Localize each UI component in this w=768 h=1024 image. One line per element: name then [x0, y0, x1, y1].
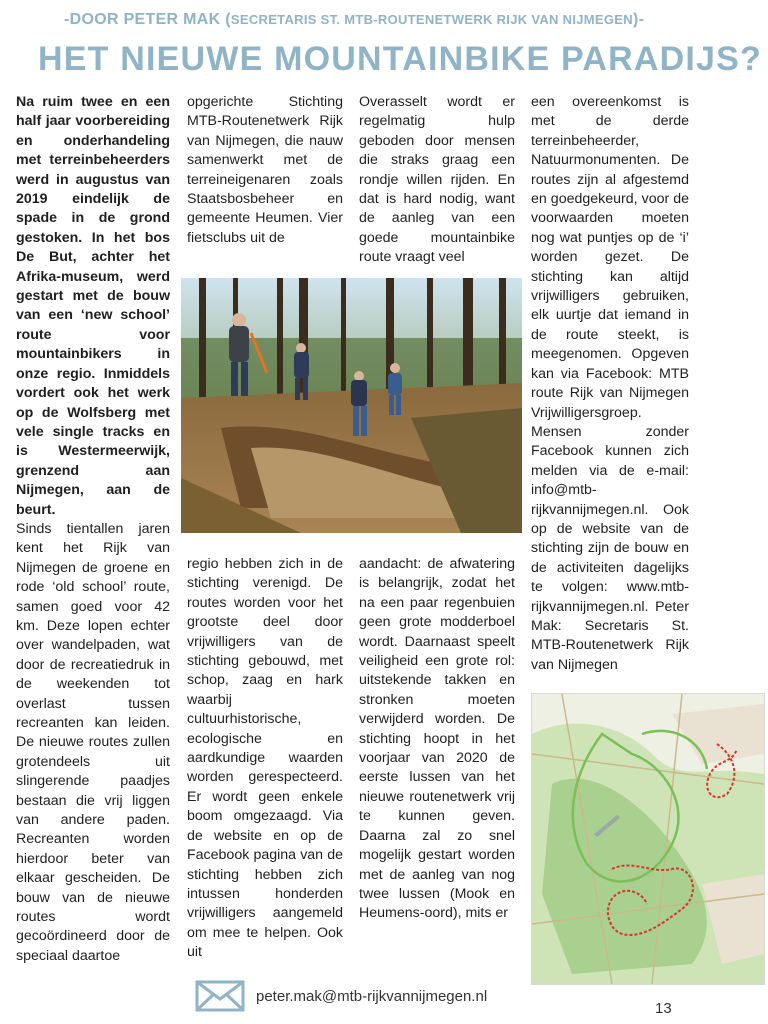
article-paragraph: een overeenkomst is met de derde terreinbeheerder, Natuurmonumenten. De routes zijn al afgestemd en goedgekeurd, voor de voorwaarden moeten nog wat puntjes op de ‘i’ worden gezet. De stichting kan altijd vrijwilligers gebruiken, elk uurtje dat iemand in de route steekt, is meegenomen. Opgeven kan via Facebook: MTB route Rijk van Nijmegen Vrijwilligersgroep. Mensen zonder Facebook kunnen zich melden via de e-mail: info@mtb-rijkvannijmegen.nl. Ook op de website van de stichting zijn de bouw en de activiteiten dagelijks te volgen: www.mtb-rijkvannijmegen.nl. Peter Mak: Secretaris St. MTB-Routenetwerk Rijk van Nijmegen — [531, 94, 689, 673]
article-column-4 — [531, 93, 689, 675]
article-lead: Na ruim twee en een half jaar voorbereiding en onderhandeling met terreinbeheerders werd in augustus van 2019 eindelijk de spade in de grond gestoken. In het bos De But, achter het Afrika-museum, werd gestart met de bouw van een ‘new school’ route voor mountainbikers in onze regio. Inmiddels vordert ook het werk op de Wolfsberg met vele single tracks en is Westermeerwijk, grenzend aan Nijmegen, aan de beurt. — [16, 94, 170, 518]
mail-icon — [195, 980, 245, 1012]
article-column-1 — [16, 93, 170, 966]
contact-email[interactable]: peter.mak@mtb-rijkvannijmegen.nl — [256, 988, 488, 1005]
article-paragraph: Overasselt wordt er regelmatig hulp geboden door mensen die straks graag een rondje willen rijden. En dat is hard nodig, want de aanleg van een goede mountainbike route vraagt veel — [359, 94, 515, 266]
route-map — [531, 693, 765, 985]
article-paragraph: aandacht: de afwatering is belangrijk, zodat het na een paar regenbuien geen grote modderboel wordt. Daarnaast speelt veiligheid een grote rol: uitstekende takken en stronken moeten verwijderd worden. De stichting hoopt in het voorjaar van 2020 de eerste lussen van het nieuwe routenetwerk vrij te kunnen geven. Daarna zal zo snel mogelijk gestart worden met de aanleg van nog twee lussen (Mook en Heumens-oord), mits er — [359, 556, 515, 922]
byline — [64, 11, 744, 29]
forest-scene-image — [181, 278, 522, 533]
route-map-image — [532, 694, 764, 984]
article-column-2-bottom — [187, 555, 343, 963]
trail-building-photo — [181, 278, 522, 533]
article-paragraph: regio hebben zich in de stichting verenigd. De routes worden voor het grootste deel door vrijwilligers van de stichting gebouwd, met schop, zaag en hark waarbij cultuurhistorische, ecologische en aardkundige waarden worden gerespecteerd. Er wordt geen enkele boom omgezaagd. Via de website en op de Facebook pagina van de stichting hebben zich intussen honderden vrijwilligers aangemeld om mee te helpen. Ook uit — [187, 556, 343, 961]
article-title: HET NIEUWE MOUNTAINBIKE PARADIJS? — [38, 40, 763, 78]
article-column-3-bottom — [359, 555, 515, 924]
byline-main: -DOOR PETER MAK ( — [64, 11, 231, 28]
article-paragraph: opgerichte Stichting MTB-Routenetwerk Rijk van Nijmegen, die nauw samenwerkt met de terreineigenaren zoals Staatsbosbeheer en gemeente Heumen. Vier fietsclubs uit de — [187, 94, 343, 246]
article-column-2-top — [187, 93, 343, 248]
article-paragraph: Sinds tientallen jaren kent het Rijk van Nijmegen de groene en rode ‘old school’ route, samen goed voor 42 km. Deze lopen echter over wandelpaden, wat door de recreatiedruk in de weekenden tot overlast tussen recreanten kan leiden. De nieuwe routes zullen grotendeels uit slingerende paadjes bestaan die vrij liggen van andere paden. Recreanten worden hierdoor beter van elkaar gescheiden. De bouw van de nieuwe routes wordt gecoördineerd door de speciaal daartoe — [16, 520, 170, 964]
article-column-3-top — [359, 93, 515, 268]
byline-end: )- — [632, 11, 645, 28]
page-number: 13 — [655, 1000, 672, 1017]
byline-role: SECRETARIS ST. MTB-ROUTENETWERK RIJK VAN NIJMEGEN — [230, 12, 633, 27]
